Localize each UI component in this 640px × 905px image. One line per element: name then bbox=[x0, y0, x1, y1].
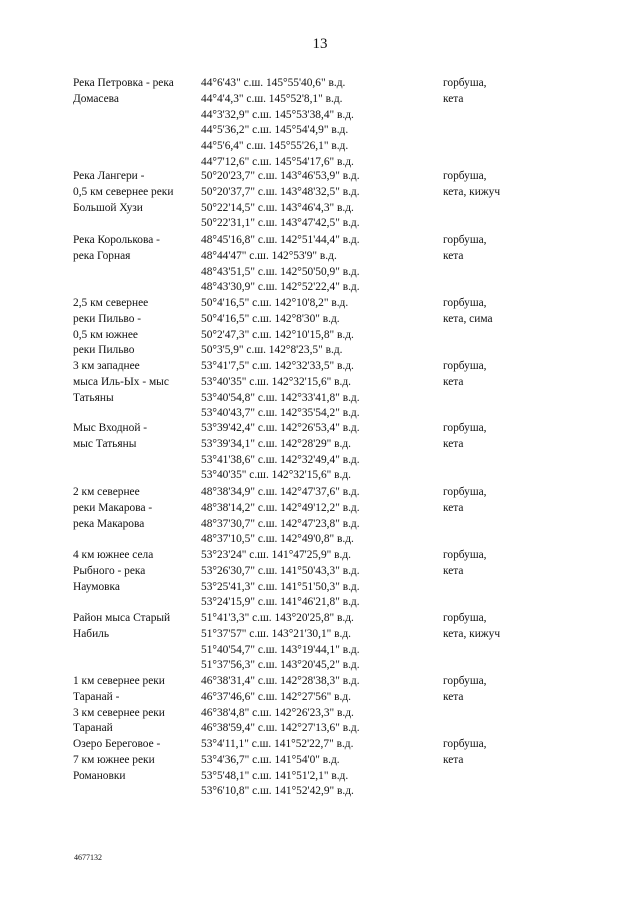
coordinate-line: 53°40'35" с.ш. 142°32'15,6" в.д. bbox=[201, 375, 352, 388]
coordinate-line: 51°37'56,3" с.ш. 143°20'45,2" в.д. bbox=[201, 659, 360, 672]
place-line: 3 км западнее bbox=[73, 360, 140, 372]
place-cell bbox=[73, 737, 193, 784]
coordinate-line: 53°39'34,1" с.ш. 142°28'29" в.д. bbox=[201, 437, 352, 450]
species-line: кета, кижуч bbox=[443, 627, 501, 640]
place-line: реки Макарова - bbox=[73, 501, 153, 514]
place-line: Большой Хузи bbox=[73, 201, 143, 214]
species-line: горбуша, bbox=[443, 77, 487, 89]
coordinates-cell bbox=[201, 233, 441, 296]
coordinate-line: 46°38'4,8" с.ш. 142°26'23,3" в.д. bbox=[201, 706, 354, 719]
coordinate-line: 48°43'51,5" с.ш. 142°50'50,9" в.д. bbox=[201, 265, 360, 278]
coordinate-line: 53°40'43,7" с.ш. 142°35'54,2" в.д. bbox=[201, 407, 360, 420]
species-line: кета bbox=[443, 249, 464, 262]
place-line: 0,5 км южнее bbox=[73, 328, 138, 341]
coordinate-line: 53°41'7,5" с.ш. 142°32'33,5" в.д. bbox=[201, 360, 354, 372]
place-line: мыса Иль-Ых - мыс bbox=[73, 375, 169, 388]
coordinate-line: 50°20'37,7" с.ш. 143°48'32,5" в.д. bbox=[201, 185, 360, 198]
coordinate-line: 46°38'31,4" с.ш. 142°28'38,3" в.д. bbox=[201, 675, 360, 687]
coordinate-line: 48°44'47" с.ш. 142°53'9" в.д. bbox=[201, 249, 337, 262]
place-line: 2,5 км севернее bbox=[73, 297, 149, 309]
place-cell bbox=[73, 548, 193, 595]
species-line: кета, сима bbox=[443, 312, 493, 325]
place-line: реки Пильво - bbox=[73, 312, 142, 325]
document-code: 4677132 bbox=[74, 853, 102, 862]
place-line: Татьяны bbox=[73, 391, 114, 404]
coordinate-line: 50°20'23,7" с.ш. 143°46'53,9" в.д. bbox=[201, 170, 360, 182]
species-line: горбуша, bbox=[443, 360, 487, 372]
place-line: Набиль bbox=[73, 627, 110, 640]
coordinate-line: 53°40'54,8" с.ш. 142°33'41,8" в.д. bbox=[201, 391, 360, 404]
place-line: мыс Татьяны bbox=[73, 437, 137, 450]
place-line: Река Королькова - bbox=[73, 234, 160, 246]
coordinate-line: 44°4'4,3" с.ш. 145°52'8,1" в.д. bbox=[201, 92, 343, 105]
place-cell bbox=[73, 485, 193, 532]
coordinate-line: 53°5'48,1" с.ш. 141°51'2,1" в.д. bbox=[201, 769, 349, 782]
species-line: кета bbox=[443, 375, 464, 388]
coordinate-line: 53°39'42,4" с.ш. 142°26'53,4" в.д. bbox=[201, 422, 360, 434]
species-line: кета bbox=[443, 437, 464, 450]
species-line: горбуша, bbox=[443, 486, 487, 498]
coordinate-line: 48°37'30,7" с.ш. 142°47'23,8" в.д. bbox=[201, 517, 360, 530]
species-cell bbox=[443, 548, 573, 580]
coordinate-line: 53°25'41,3" с.ш. 141°51'50,3" в.д. bbox=[201, 580, 360, 593]
place-line: 3 км севернее реки bbox=[73, 706, 165, 719]
species-cell bbox=[443, 485, 573, 517]
species-line: кета bbox=[443, 501, 464, 514]
coordinate-line: 53°41'38,6" с.ш. 142°32'49,4" в.д. bbox=[201, 453, 360, 466]
coordinate-line: 50°4'16,5" с.ш. 142°8'30" в.д. bbox=[201, 312, 340, 325]
species-cell bbox=[443, 169, 573, 201]
species-line: горбуша, bbox=[443, 675, 487, 687]
species-line: кета bbox=[443, 92, 464, 105]
place-line: 0,5 км севернее реки bbox=[73, 185, 174, 198]
coordinate-line: 48°45'16,8" с.ш. 142°51'44,4" в.д. bbox=[201, 234, 360, 246]
coordinate-line: 46°38'59,4" с.ш. 142°27'13,6" в.д. bbox=[201, 722, 360, 735]
place-line: Рыбного - река bbox=[73, 564, 146, 577]
coordinates-cell bbox=[201, 737, 441, 800]
place-cell bbox=[73, 421, 193, 453]
coordinate-line: 48°37'10,5" с.ш. 142°49'0,8" в.д. bbox=[201, 533, 354, 546]
place-line: 4 км южнее села bbox=[73, 549, 154, 561]
coordinate-line: 53°6'10,8" с.ш. 141°52'42,9" в.д. bbox=[201, 785, 354, 798]
species-line: горбуша, bbox=[443, 612, 487, 624]
coordinate-line: 46°37'46,6" с.ш. 142°27'56" в.д. bbox=[201, 690, 352, 703]
coordinates-cell bbox=[201, 359, 441, 422]
species-line: горбуша, bbox=[443, 234, 487, 246]
species-cell bbox=[443, 296, 573, 328]
species-line: горбуша, bbox=[443, 738, 487, 750]
species-cell bbox=[443, 674, 573, 706]
place-line: Озеро Береговое - bbox=[73, 738, 161, 750]
place-cell bbox=[73, 233, 193, 265]
coordinate-line: 51°40'54,7" с.ш. 143°19'44,1" в.д. bbox=[201, 643, 360, 656]
coordinate-line: 48°38'14,2" с.ш. 142°49'12,2" в.д. bbox=[201, 501, 360, 514]
coordinate-line: 50°3'5,9" с.ш. 142°8'23,5" в.д. bbox=[201, 344, 343, 357]
species-cell bbox=[443, 611, 573, 643]
place-cell bbox=[73, 76, 193, 108]
coordinates-cell bbox=[201, 421, 441, 484]
species-cell bbox=[443, 233, 573, 265]
coordinates-cell bbox=[201, 296, 441, 359]
place-line: река Макарова bbox=[73, 517, 145, 530]
place-line: Таранай bbox=[73, 722, 113, 735]
species-cell bbox=[443, 737, 573, 769]
place-line: река Горная bbox=[73, 249, 131, 262]
species-cell bbox=[443, 421, 573, 453]
place-line: 1 км севернее реки bbox=[73, 675, 165, 687]
place-line: Река Лангери - bbox=[73, 170, 145, 182]
coordinate-line: 44°7'12,6" с.ш. 145°54'17,6" в.д. bbox=[201, 155, 354, 168]
coordinates-cell bbox=[201, 674, 441, 737]
coordinate-line: 51°41'3,3" с.ш. 143°20'25,8" в.д. bbox=[201, 612, 354, 624]
coordinates-cell bbox=[201, 548, 441, 611]
coordinate-line: 53°26'30,7" с.ш. 141°50'43,3" в.д. bbox=[201, 564, 360, 577]
coordinate-line: 51°37'57" с.ш. 143°21'30,1" в.д. bbox=[201, 627, 352, 640]
species-cell bbox=[443, 359, 573, 391]
place-cell bbox=[73, 674, 193, 737]
coordinate-line: 53°4'36,7" с.ш. 141°54'0" в.д. bbox=[201, 753, 340, 766]
place-cell bbox=[73, 296, 193, 359]
coordinates-cell bbox=[201, 76, 441, 171]
coordinate-line: 50°22'31,1" с.ш. 143°47'42,5" в.д. bbox=[201, 217, 360, 230]
coordinate-line: 44°5'6,4" с.ш. 145°55'26,1" в.д. bbox=[201, 140, 349, 153]
species-line: горбуша, bbox=[443, 422, 487, 434]
page-number: 13 bbox=[312, 36, 328, 52]
species-line: кета, кижуч bbox=[443, 185, 501, 198]
coordinate-line: 53°40'35" с.ш. 142°32'15,6" в.д. bbox=[201, 469, 352, 482]
coordinate-line: 53°23'24" с.ш. 141°47'25,9" в.д. bbox=[201, 549, 352, 561]
species-line: кета bbox=[443, 753, 464, 766]
place-line: Район мыса Старый bbox=[73, 612, 171, 624]
coordinate-line: 44°5'36,2" с.ш. 145°54'4,9" в.д. bbox=[201, 124, 349, 137]
coordinate-line: 53°4'11,1" с.ш. 141°52'22,7" в.д. bbox=[201, 738, 354, 750]
place-line: 2 км севернее bbox=[73, 486, 140, 498]
coordinate-line: 44°6'43" с.ш. 145°55'40,6" в.д. bbox=[201, 77, 346, 89]
coordinate-line: 50°22'14,5" с.ш. 143°46'4,3" в.д. bbox=[201, 201, 354, 214]
place-line: реки Пильво bbox=[73, 344, 135, 357]
place-cell bbox=[73, 169, 193, 216]
coordinate-line: 53°24'15,9" с.ш. 141°46'21,8" в.д. bbox=[201, 596, 360, 609]
coordinate-line: 50°4'16,5" с.ш. 142°10'8,2" в.д. bbox=[201, 297, 349, 309]
place-cell bbox=[73, 359, 193, 406]
coordinates-cell bbox=[201, 611, 441, 674]
coordinates-cell bbox=[201, 169, 441, 232]
coordinate-line: 50°2'47,3" с.ш. 142°10'15,8" в.д. bbox=[201, 328, 354, 341]
species-line: кета bbox=[443, 690, 464, 703]
place-line: Домасева bbox=[73, 92, 119, 105]
species-cell bbox=[443, 76, 573, 108]
species-line: горбуша, bbox=[443, 170, 487, 182]
place-line: Мыс Входной - bbox=[73, 422, 148, 434]
place-line: Наумовка bbox=[73, 580, 120, 593]
place-cell bbox=[73, 611, 193, 643]
coordinate-line: 48°43'30,9" с.ш. 142°52'22,4" в.д. bbox=[201, 281, 360, 294]
place-line: Романовки bbox=[73, 769, 126, 782]
place-line: 7 км южнее реки bbox=[73, 753, 155, 766]
coordinates-cell bbox=[201, 485, 441, 548]
species-line: кета bbox=[443, 564, 464, 577]
place-line: Река Петровка - река bbox=[73, 77, 174, 89]
species-line: горбуша, bbox=[443, 549, 487, 561]
place-line: Таранай - bbox=[73, 690, 120, 703]
coordinate-line: 44°3'32,9" с.ш. 145°53'38,4" в.д. bbox=[201, 108, 354, 121]
coordinate-line: 48°38'34,9" с.ш. 142°47'37,6" в.д. bbox=[201, 486, 360, 498]
species-line: горбуша, bbox=[443, 297, 487, 309]
